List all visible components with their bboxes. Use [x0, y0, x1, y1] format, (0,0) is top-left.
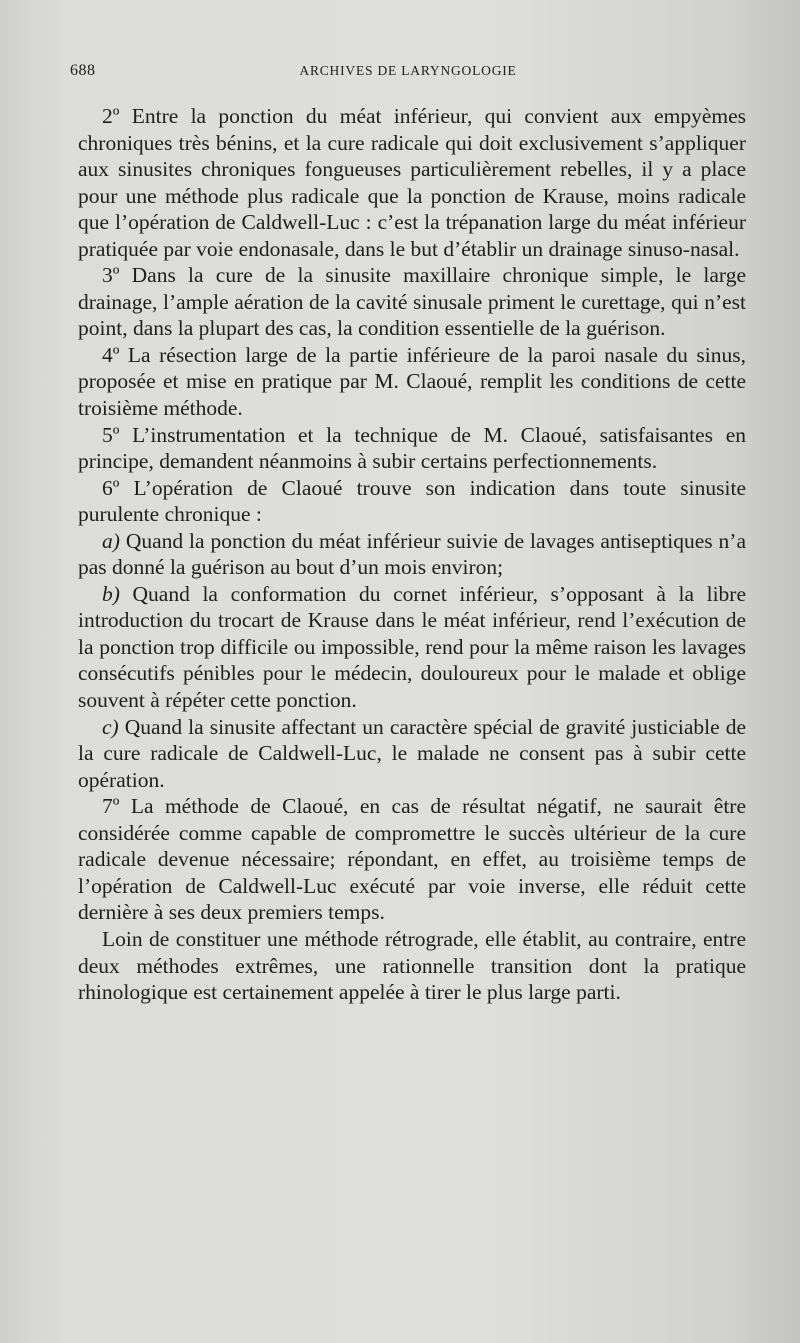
body-text — [78, 103, 746, 1006]
paragraph-conclusion-6: 6º L’opération de Claoué trouve son indication dans toute sinusite purulente chronique : — [78, 475, 746, 527]
paragraph-conclusion-4: 4º La résection large de la partie inférieure de la paroi nasale du sinus, proposée et mise en pratique par M. Claoué, remplit les conditions de cette troisième méthode. — [78, 342, 746, 421]
paragraph-closing: Loin de constituer une méthode rétrograde, elle établit, au contraire, entre deux méthodes extrêmes, une rationnelle transition dont la pratique rhinologique est certainement appelée à tirer le plus large parti. — [78, 926, 746, 1005]
running-head — [70, 62, 746, 86]
list-marker-a: a) — [102, 528, 120, 553]
list-item-b — [78, 581, 746, 714]
list-text-c: Quand la sinusite affectant un caractère spécial de gravité justiciable de la cure radicale de Caldwell-Luc, le malade ne consent pas à subir cette opération. — [78, 714, 746, 792]
journal-title: ARCHIVES DE LARYNGOLOGIE — [299, 63, 517, 78]
paragraph-conclusion-5: 5º L’instrumentation et la technique de M. Claoué, satisfaisantes en principe, demandent néanmoins à subir certains perfectionnements. — [78, 422, 746, 474]
paragraph-conclusion-7: 7º La méthode de Claoué, en cas de résultat négatif, ne saurait être considérée comme capable de compromettre le succès ultérieur de la cure radicale devenue nécessaire; répondant, en effet, au troisième temps de l’opération de Caldwell-Luc exécuté par voie inverse, elle réduit cette dernière à ses deux premiers temps. — [78, 794, 746, 925]
list-marker-c: c) — [102, 714, 119, 739]
list-text-b: Quand la conformation du cornet inférieur, s’opposant à la libre introduction du trocart de Krause dans le méat inférieur, rend l’exécution de la ponction trop difficile ou impossible, rend pour la même raison les lavages consécutifs pénibles pour le médecin, douloureux pour le malade et oblige souvent à répéter cette ponction. — [78, 581, 746, 713]
list-text-a: Quand la ponction du méat inférieur suivie de lavages antiseptiques n’a pas donné la guérison au bout d’un mois environ; — [78, 528, 746, 580]
paragraph-conclusion-3: 3º Dans la cure de la sinusite maxillaire chronique simple, le large drainage, l’ample aération de la cavité sinusale priment le curettage, qui n’est point, dans la plupart des cas, la condition essentielle de la guérison. — [78, 263, 746, 341]
list-item-c — [78, 714, 746, 794]
page-number: 688 — [70, 62, 96, 79]
list-item-a — [78, 528, 746, 581]
list-marker-b: b) — [102, 581, 120, 606]
paragraph-conclusion-2: 2º Entre la ponction du méat inférieur, qui convient aux empyèmes chroniques très bénins, et la cure radicale qui doit exclusivement s’appliquer aux sinusites chroniques fongueuses particulièrement rebelles, il y a place pour une méthode plus radicale que la ponction de Krause, moins radicale que l’opération de Caldwell-Luc : c’est la trépanation large du méat inférieur pratiquée par voie endonasale, dans le but d’établir un drainage sinuso-nasal. — [78, 104, 746, 261]
